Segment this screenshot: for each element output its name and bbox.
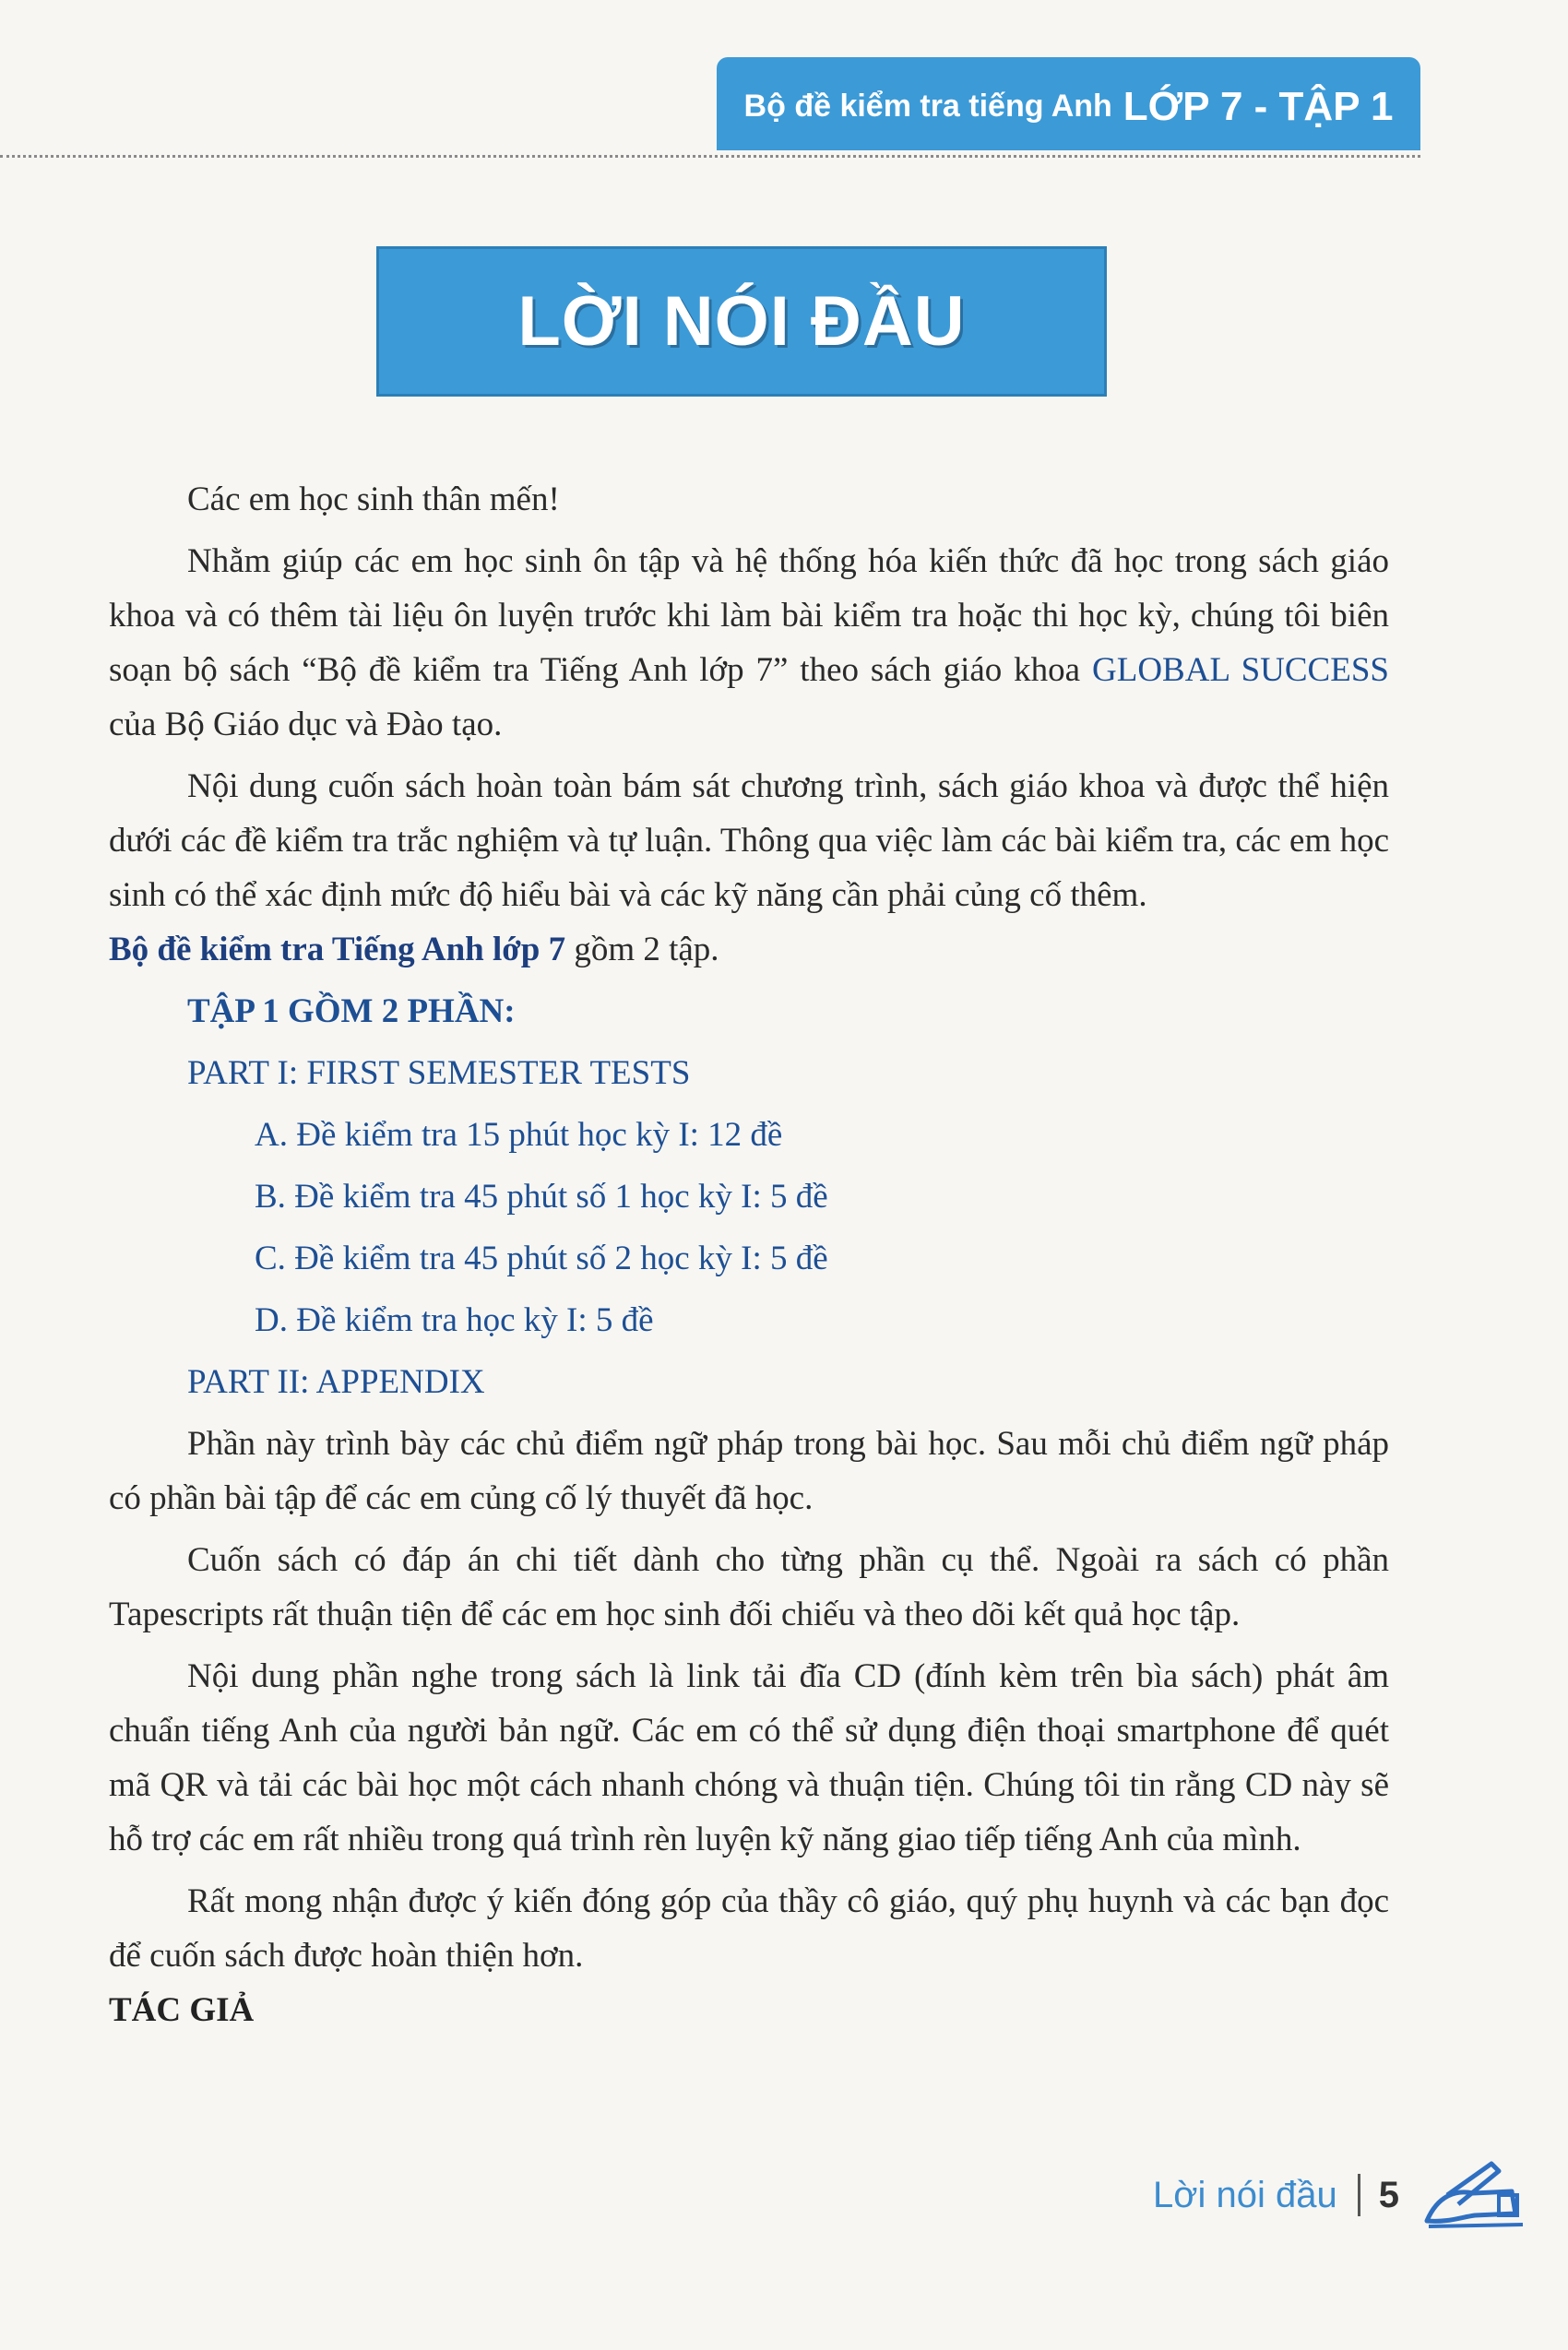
paragraph-3 [109,922,1389,977]
part-1-heading: PART I: FIRST SEMESTER TESTS [187,1054,691,1092]
paragraph-7: Rất mong nhận được ý kiến đóng góp của thầy cô giáo, quý phụ huynh và các bạn đọc để cuốn sách được hoàn thiện hơn. [109,1882,1389,1975]
preface-body [109,472,1389,2037]
part-1-item-d: D. Đề kiểm tra học kỳ I: 5 đề [255,1301,654,1339]
paragraph-1-text: Nhằm giúp các em học sinh ôn tập và hệ thống hóa kiến thức đã học trong sách giáo khoa và có thêm tài liệu ôn luyện trước khi làm bài kiểm tra hoặc thi học kỳ, chúng tôi biên soạn bộ sách “Bộ đề kiểm tra Tiếng Anh lớp 7” theo sách giáo khoa [109,542,1389,689]
header-dotted-rule [0,155,1420,158]
page-title-banner [376,246,1107,397]
running-header [717,57,1420,150]
header-series-title: Bộ đề kiểm tra tiếng Anh [743,89,1112,124]
paragraph-6: Nội dung phần nghe trong sách là link tải đĩa CD (đính kèm trên bìa sách) phát âm chuẩn tiếng Anh của người bản ngữ. Các em có thể sử dụng điện thoại smartphone để quét mã QR và tải các bài học một cách nhanh chóng và thuận tiện. Chúng tôi tin rằng CD này sẽ hỗ trợ các em rất nhiều trong quá trình rèn luyện kỹ năng giao tiếp tiếng Anh của mình. [109,1657,1389,1858]
part-1-item-c: C. Đề kiểm tra 45 phút số 2 học kỳ I: 5 đề [255,1240,828,1277]
volume-heading: TẬP 1 GỒM 2 PHẦN: [187,992,516,1030]
paragraph-1 [109,534,1389,752]
paragraph-4: Phần này trình bày các chủ điểm ngữ pháp trong bài học. Sau mỗi chủ điểm ngữ pháp có phần bài tập để các em củng cố lý thuyết đã học. [109,1425,1389,1517]
part-2-heading: PART II: APPENDIX [187,1363,485,1401]
author-signature: TÁC GIẢ [109,1991,255,2029]
header-volume-title: LỚP 7 - TẬP 1 [1123,83,1394,129]
part-1-item-b: B. Đề kiểm tra 45 phút số 1 học kỳ I: 5 đề [255,1178,828,1216]
paragraph-1-end: của Bộ Giáo dục và Đào tạo. [109,706,503,743]
textbook-name: GLOBAL SUCCESS [1092,651,1389,689]
page-number: 5 [1378,2174,1399,2215]
footer-section-label: Lời nói đầu [1153,2174,1337,2215]
paragraph-5: Cuốn sách có đáp án chi tiết dành cho từng phần cụ thể. Ngoài ra sách có phần Tapescripts rất thuận tiện để các em học sinh đối chiếu và theo dõi kết quả học tập. [109,1541,1389,1633]
page-footer [1153,2158,1530,2232]
page-title: LỜI NÓI ĐẦU [517,282,966,361]
paragraph-2: Nội dung cuốn sách hoàn toàn bám sát chương trình, sách giáo khoa và được thể hiện dưới các đề kiểm tra trắc nghiệm và tự luận. Thông qua việc làm các bài kiểm tra, các em học sinh có thể xác định mức độ hiểu bài và các kỹ năng cần phải củng cố thêm. [109,767,1389,914]
greeting: Các em học sinh thân mến! [187,481,560,518]
book-title-highlight: Bộ đề kiểm tra Tiếng Anh lớp 7 [109,931,566,968]
paragraph-3-end: gồm 2 tập. [574,931,719,968]
part-1-item-a: A. Đề kiểm tra 15 phút học kỳ I: 12 đề [255,1116,783,1154]
writing-hand-icon [1420,2158,1530,2232]
footer-separator [1358,2174,1360,2216]
